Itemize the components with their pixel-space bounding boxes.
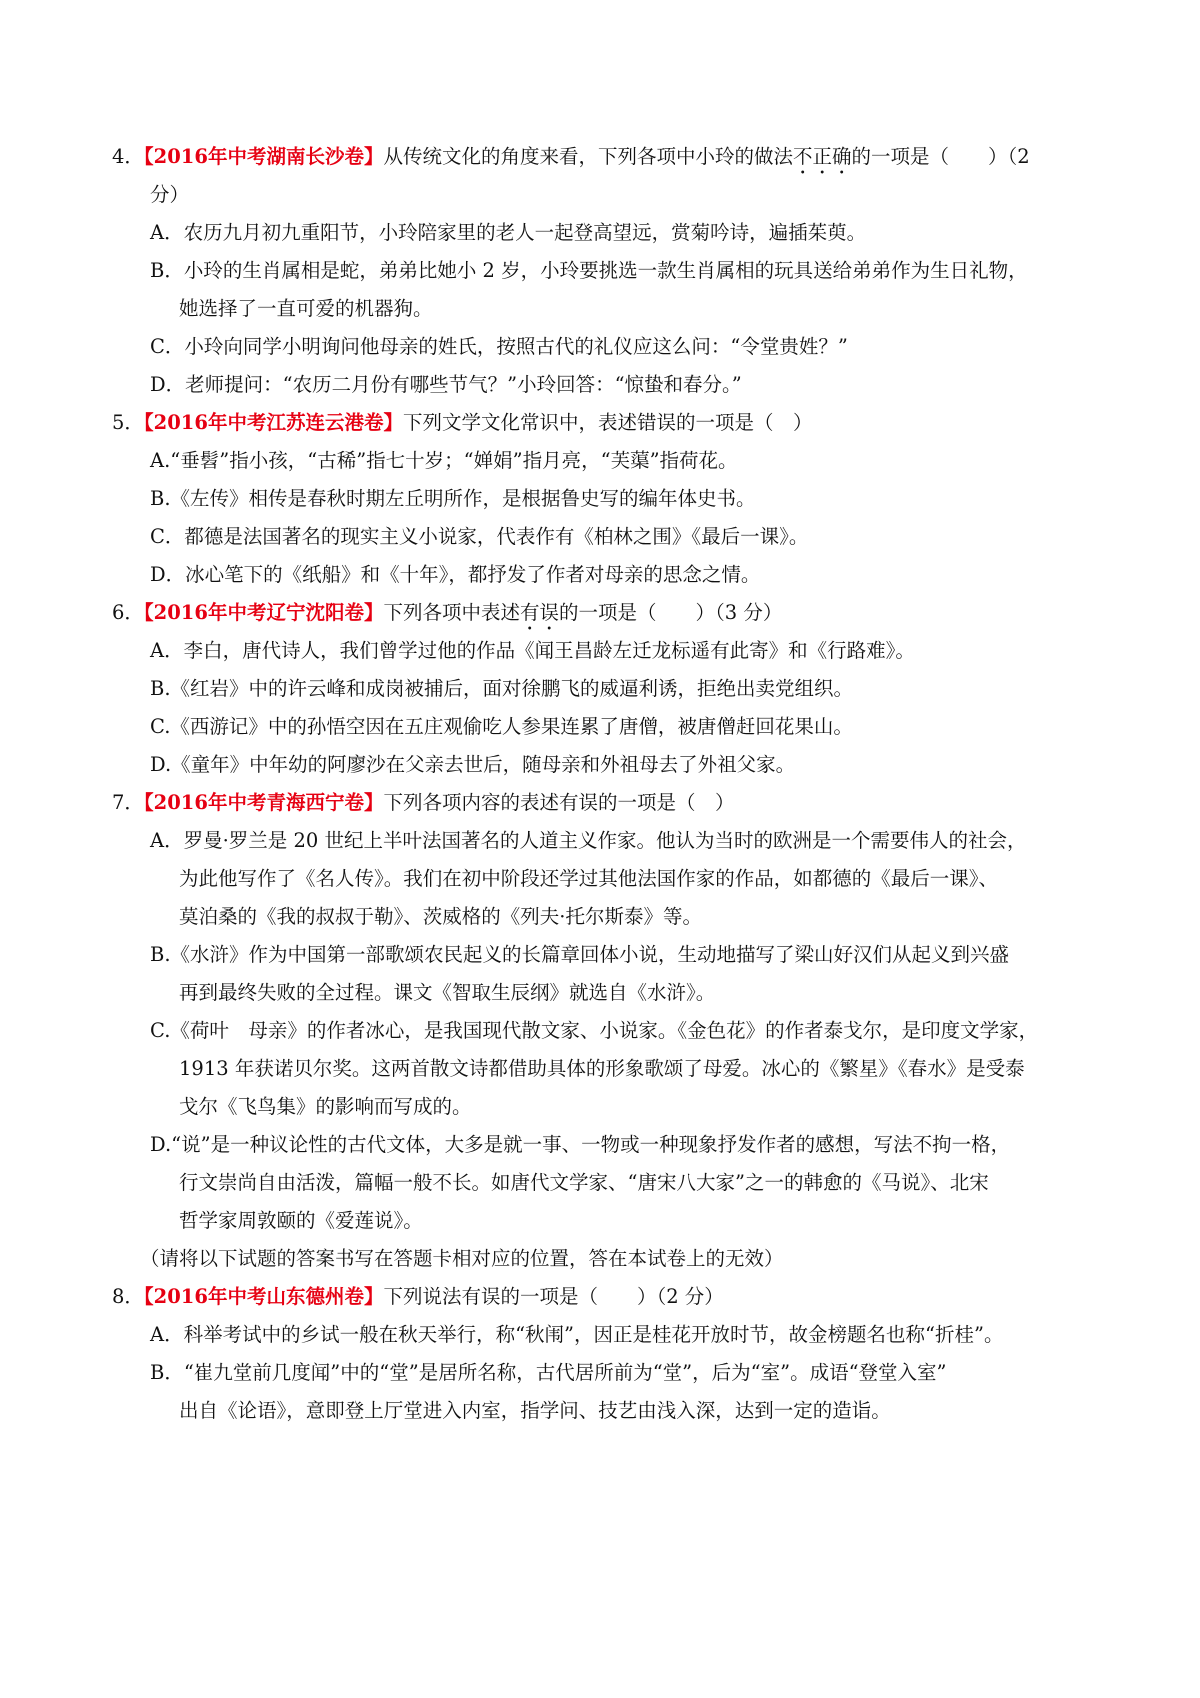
q7-option-d-cont-2: 哲学家周敦颐的《爱莲说》。	[179, 1209, 423, 1232]
q6-option-c: C.《西游记》中的孙悟空因在五庄观偷吃人参果连累了唐僧，被唐僧赶回花果山。	[150, 715, 853, 738]
q4-stem-text-a: 从传统文化的角度来看，下列各项中小玲的做法	[383, 145, 793, 168]
q7-option-c-cont-1: 1913 年获诺贝尔奖。这两首散文诗都借助具体的形象歌颂了母爱。冰心的《繁星》《春水》是受泰	[179, 1057, 1025, 1080]
q5-option-d: D．冰心笔下的《纸船》和《十年》，都抒发了作者对母亲的思念之情。	[150, 563, 761, 586]
q7-option-b: B.《水浒》作为中国第一部歌颂农民起义的长篇章回体小说，生动地描写了梁山好汉们从起义到兴盛	[150, 943, 1010, 966]
q4-option-a: A．农历九月初九重阳节，小玲陪家里的老人一起登高望远，赏菊吟诗，遍插茱萸。	[150, 221, 867, 244]
q8-option-a: A．科举考试中的乡试一般在秋天举行，称“秋闱”，因正是桂花开放时节，故金榜题名也称“折桂”。	[150, 1323, 1004, 1346]
q6-source: 【2016年中考辽宁沈阳卷】	[143, 601, 384, 624]
q7-option-c-cont-2: 戈尔《飞鸟集》的影响而写成的。	[179, 1095, 472, 1118]
q4-option-c: C．小玲向同学小明询问他母亲的姓氏，按照古代的礼仪应这么问：“令堂贵姓？”	[150, 335, 848, 358]
q5-stem	[112, 411, 812, 435]
q7-option-a-cont-1: 为此他写作了《名人传》。我们在初中阶段还学过其他法国作家的作品，如都德的《最后一课》、	[179, 867, 999, 890]
q6-option-d: D.《童年》中年幼的阿廖沙在父亲去世后，随母亲和外祖母去了外祖父家。	[150, 753, 796, 776]
q4-stem	[112, 145, 1030, 169]
q7-option-b-cont: 再到最终失败的全过程。课文《智取生辰纲》就选自《水浒》。	[179, 981, 716, 1004]
q6-option-a: A．李白，唐代诗人，我们曾学过他的作品《闻王昌龄左迁龙标遥有此寄》和《行路难》。	[150, 639, 915, 662]
q7-option-d: D.“说”是一种议论性的古代文体，大多是就一事、一物或一种现象抒发作者的感想，写法不拘一格，	[150, 1133, 1011, 1156]
q4-option-b-cont: 她选择了一直可爱的机器狗。	[179, 297, 433, 320]
q6-stem	[112, 601, 782, 625]
q7-source: 【2016年中考青海西宁卷】	[143, 791, 384, 814]
q6-stem-text-a: 下列各项中表述	[383, 601, 520, 624]
q4-source: 【2016年中考湖南长沙卷】	[143, 145, 384, 168]
q6-stem-text-b: 的一项是（ ）（3 分）	[558, 601, 783, 624]
q4-stem-emphasis: 不正确	[792, 145, 852, 168]
q4-number: 4．	[112, 145, 144, 168]
q7-stem	[112, 791, 734, 815]
q4-stem-text-b: 的一项是（ ）（2	[851, 145, 1030, 168]
q7-option-c: C.《荷叶 母亲》的作者冰心，是我国现代散文家、小说家。《金色花》的作者泰戈尔，是印度文学家，	[150, 1019, 1039, 1042]
q7-option-a-cont-2: 莫泊桑的《我的叔叔于勒》、茨威格的《列夫·托尔斯泰》等。	[179, 905, 702, 928]
q7-stem-text: 下列各项内容的表述有误的一项是（ ）	[383, 791, 735, 814]
q4-option-d: D．老师提问：“农历二月份有哪些节气？”小玲回答：“惊蛰和春分。”	[150, 373, 742, 396]
q4-option-b: B．小玲的生肖属相是蛇，弟弟比她小 2 岁，小玲要挑选一款生肖属相的玩具送给弟弟作为生日礼物，	[150, 259, 1028, 282]
q4-stem-cont: 分）	[150, 183, 190, 206]
q8-number: 8．	[112, 1285, 144, 1308]
q8-stem-text: 下列说法有误的一项是（ ）（2 分）	[383, 1285, 724, 1308]
q6-number: 6．	[112, 601, 144, 624]
answer-notice: （请将以下试题的答案书写在答题卡相对应的位置，答在本试卷上的无效）	[140, 1247, 784, 1270]
q5-number: 5．	[112, 411, 144, 434]
q7-number: 7．	[112, 791, 144, 814]
q8-option-b-cont: 出自《论语》，意即登上厅堂进入内室，指学问、技艺由浅入深，达到一定的造诣。	[179, 1399, 891, 1422]
q5-option-b: B.《左传》相传是春秋时期左丘明所作，是根据鲁史写的编年体史书。	[150, 487, 756, 510]
q8-stem	[112, 1285, 724, 1309]
q5-source: 【2016年中考江苏连云港卷】	[143, 411, 403, 434]
q6-stem-emphasis: 有误	[519, 601, 559, 624]
q8-source: 【2016年中考山东德州卷】	[143, 1285, 384, 1308]
q8-option-b: B．“崔九堂前几度闻”中的“堂”是居所名称，古代居所前为“堂”，后为“室”。成语“登堂入室”	[150, 1361, 947, 1384]
q5-stem-text: 下列文学文化常识中，表述错误的一项是（ ）	[402, 411, 813, 434]
q5-option-c: C．都德是法国著名的现实主义小说家，代表作有《柏林之围》《最后一课》。	[150, 525, 809, 548]
q6-option-b: B.《红岩》中的许云峰和成岗被捕后，面对徐鹏飞的威逼利诱，拒绝出卖党组织。	[150, 677, 854, 700]
q5-option-a: A.“垂髫”指小孩，“古稀”指七十岁；“婵娟”指月亮，“芙蕖”指荷花。	[150, 449, 738, 472]
q7-option-a: A．罗曼·罗兰是 20 世纪上半叶法国著名的人道主义作家。他认为当时的欧洲是一个需要伟人的社会，	[150, 829, 1027, 852]
q7-option-d-cont-1: 行文崇尚自由活泼，篇幅一般不长。如唐代文学家、“唐宋八大家”之一的韩愈的《马说》、北宋	[179, 1171, 989, 1194]
